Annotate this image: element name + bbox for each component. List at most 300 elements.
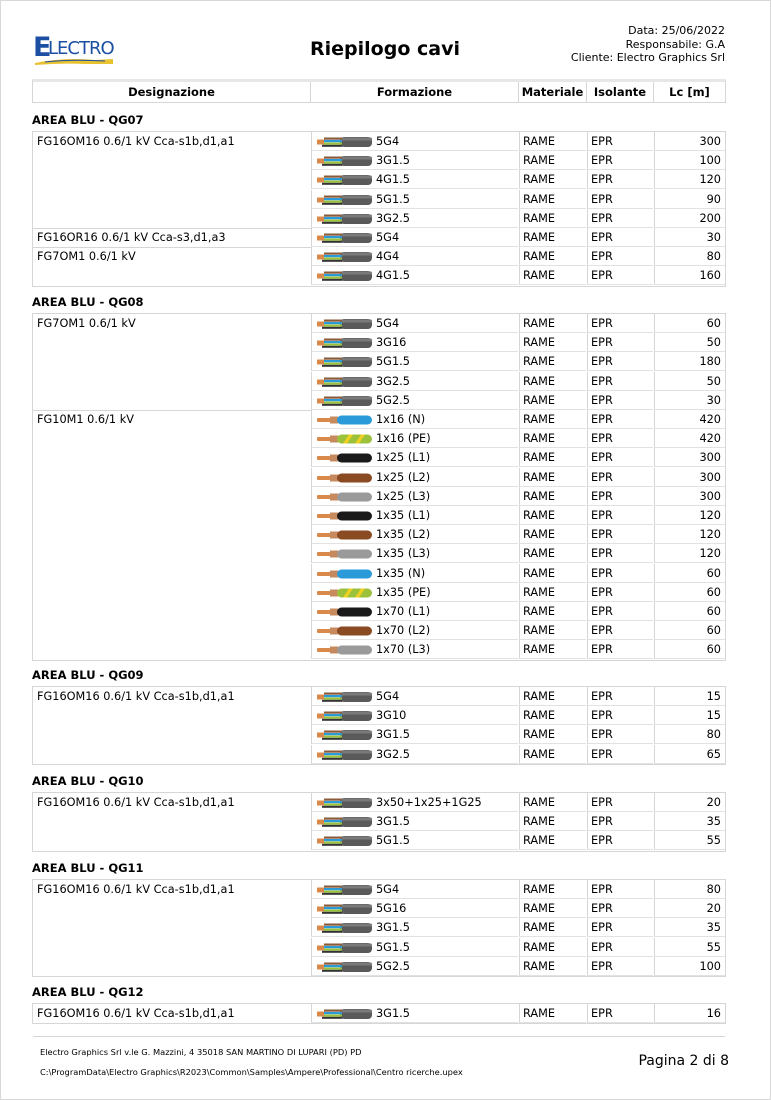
cell-designazione: [37, 899, 307, 918]
cell-isolante: EPR: [587, 602, 653, 621]
multicore-cable-icon: [316, 395, 374, 407]
area-title: AREA BLU - QG08: [32, 295, 144, 309]
cell-designazione: [37, 957, 307, 976]
table-row: [33, 372, 725, 391]
cell-materiale: RAME: [519, 247, 586, 266]
cell-isolante: EPR: [587, 448, 653, 467]
formazione-text: 5G4: [376, 135, 400, 148]
cell-designazione: [37, 448, 307, 467]
cell-materiale: RAME: [519, 410, 586, 429]
table-row: [33, 410, 725, 429]
cell-designazione: FG16OR16 0.6/1 kV Cca-s3,d1,a3: [37, 231, 226, 244]
footer-divider: [33, 1036, 725, 1037]
table-row: [33, 228, 725, 247]
multicore-cable-icon: [316, 376, 374, 388]
formazione-text: 3G1.5: [376, 1007, 410, 1020]
multicore-cable-icon: [316, 903, 374, 915]
multicore-cable-icon: [316, 174, 374, 186]
cell-formazione: [311, 352, 518, 371]
cell-materiale: RAME: [519, 314, 586, 333]
formazione-text: 1x35 (N): [376, 566, 426, 580]
formazione-text: 3G16: [376, 336, 407, 350]
table-row: [33, 1004, 725, 1023]
cell-lunghezza: 300: [654, 487, 725, 506]
cell-materiale: RAME: [519, 525, 586, 544]
cell-formazione: [311, 812, 518, 831]
cell-materiale: RAME: [519, 602, 586, 621]
cell-lunghezza: 60: [654, 640, 725, 659]
cell-isolante: EPR: [587, 544, 653, 563]
multicore-cable-icon: [316, 356, 374, 368]
formazione-text: 5G16: [376, 902, 407, 916]
cell-formazione: [311, 333, 518, 352]
table-row: [33, 831, 725, 850]
cell-lunghezza: 55: [654, 938, 725, 957]
cell-isolante: EPR: [587, 640, 653, 659]
cell-lunghezza: 420: [654, 429, 725, 448]
cell-designazione: [37, 831, 307, 850]
cell-materiale: RAME: [519, 209, 586, 228]
multicore-cable-icon: [316, 884, 374, 896]
cell-isolante: EPR: [587, 938, 653, 957]
formazione-text: 1x16 (PE): [376, 432, 431, 446]
cell-materiale: RAME: [519, 745, 586, 764]
cell-materiale: RAME: [519, 640, 586, 659]
cell-materiale: RAME: [519, 333, 586, 352]
area-title: AREA BLU - QG11: [32, 861, 144, 875]
cell-designazione: [37, 621, 307, 640]
cell-materiale: RAME: [519, 506, 586, 525]
formazione-text: 4G1.5: [376, 269, 410, 283]
cell-materiale: RAME: [519, 621, 586, 640]
cell-formazione: [311, 793, 518, 812]
multicore-cable-icon: [316, 961, 374, 973]
multicore-cable-icon: [316, 270, 374, 282]
cell-formazione: [311, 938, 518, 957]
cell-formazione: [311, 602, 518, 621]
area-table-block: [32, 686, 726, 765]
cell-materiale: RAME: [519, 429, 586, 448]
gray-conductor-icon: [316, 491, 374, 503]
date-text: Data: 25/06/2022: [628, 24, 725, 37]
cell-designazione: [37, 468, 307, 487]
cell-formazione: [311, 640, 518, 659]
table-row: [33, 725, 725, 744]
gray-conductor-icon: [316, 548, 374, 560]
cell-designazione: [37, 938, 307, 957]
cell-formazione: [311, 391, 518, 410]
cell-isolante: EPR: [587, 687, 653, 706]
cell-isolante: EPR: [587, 880, 653, 899]
cell-lunghezza: 60: [654, 602, 725, 621]
cell-lunghezza: 90: [654, 190, 725, 209]
cell-isolante: EPR: [587, 918, 653, 937]
cell-lunghezza: 30: [654, 228, 725, 247]
cell-lunghezza: 300: [654, 448, 725, 467]
cell-formazione: [311, 247, 518, 266]
cell-formazione: [311, 1004, 518, 1023]
col-header-designazione: Designazione: [33, 82, 311, 102]
cell-isolante: EPR: [587, 583, 653, 602]
multicore-cable-icon: [316, 691, 374, 703]
cell-materiale: RAME: [519, 151, 586, 170]
formazione-text: 1x35 (L1): [376, 509, 431, 522]
cell-materiale: RAME: [519, 880, 586, 899]
cell-isolante: EPR: [587, 132, 653, 151]
formazione-text: 1x70 (L1): [376, 605, 431, 618]
cell-designazione: [37, 583, 307, 602]
cell-materiale: RAME: [519, 812, 586, 831]
area-table-block: [32, 131, 726, 287]
formazione-text: 1x25 (L3): [376, 489, 431, 503]
formazione-text: 5G4: [376, 231, 400, 244]
table-row: [33, 602, 725, 621]
cell-formazione: [311, 725, 518, 744]
cell-isolante: EPR: [587, 190, 653, 209]
cell-formazione: [311, 468, 518, 487]
formazione-text: 3G10: [376, 709, 407, 723]
cell-isolante: EPR: [587, 209, 653, 228]
multicore-cable-icon: [316, 749, 374, 761]
formazione-text: 1x35 (PE): [376, 585, 431, 599]
cell-isolante: EPR: [587, 352, 653, 371]
cell-formazione: [311, 190, 518, 209]
cell-lunghezza: 120: [654, 506, 725, 525]
table-row: [33, 429, 725, 448]
formazione-text: 4G1.5: [376, 173, 410, 187]
cell-designazione: FG16OM16 0.6/1 kV Cca-s1b,d1,a1: [37, 135, 235, 148]
cell-isolante: EPR: [587, 706, 653, 725]
cell-designazione: [37, 525, 307, 544]
black-conductor-icon: [316, 452, 374, 464]
table-row: [33, 190, 725, 209]
formazione-text: 5G1.5: [376, 192, 410, 206]
cell-lunghezza: 180: [654, 352, 725, 371]
cell-isolante: EPR: [587, 391, 653, 410]
area-title: AREA BLU - QG12: [32, 985, 144, 999]
cell-materiale: RAME: [519, 583, 586, 602]
cell-formazione: [311, 745, 518, 764]
cell-formazione: [311, 228, 518, 247]
cell-materiale: RAME: [519, 190, 586, 209]
multicore-cable-icon: [316, 835, 374, 847]
cell-isolante: EPR: [587, 333, 653, 352]
cell-isolante: EPR: [587, 228, 653, 247]
table-row: [33, 352, 725, 371]
cell-materiale: RAME: [519, 372, 586, 391]
cell-designazione: [37, 745, 307, 764]
formazione-text: 5G2.5: [376, 959, 410, 973]
cell-materiale: RAME: [519, 957, 586, 976]
cell-formazione: [311, 209, 518, 228]
cell-formazione: [311, 372, 518, 391]
multicore-cable-icon: [316, 729, 374, 741]
cell-formazione: [311, 880, 518, 899]
formazione-text: 1x70 (L3): [376, 643, 431, 657]
yellow-green-conductor-icon: [316, 433, 374, 445]
formazione-text: 1x35 (L2): [376, 528, 431, 542]
cell-lunghezza: 300: [654, 132, 725, 151]
cliente-text: Cliente: Electro Graphics Srl: [570, 51, 725, 64]
table-row: [33, 209, 725, 228]
table-row: [33, 880, 725, 899]
multicore-cable-icon: [316, 797, 374, 809]
cell-designazione: [37, 352, 307, 371]
area-title: AREA BLU - QG09: [32, 668, 144, 682]
table-row: [33, 506, 725, 525]
cell-designazione: [37, 640, 307, 659]
formazione-text: 3G1.5: [376, 921, 410, 935]
formazione-text: 5G2.5: [376, 393, 410, 407]
cell-isolante: EPR: [587, 745, 653, 764]
multicore-cable-icon: [316, 251, 374, 263]
multicore-cable-icon: [316, 1008, 374, 1020]
cell-materiale: RAME: [519, 899, 586, 918]
cell-materiale: RAME: [519, 687, 586, 706]
cell-lunghezza: 30: [654, 391, 725, 410]
table-row: [33, 170, 725, 189]
cell-isolante: EPR: [587, 314, 653, 333]
cell-designazione: [37, 333, 307, 352]
cell-formazione: [311, 583, 518, 602]
cell-designazione: [37, 725, 307, 744]
table-header: [32, 79, 726, 103]
multicore-cable-icon: [316, 318, 374, 330]
cell-isolante: EPR: [587, 1004, 653, 1023]
table-row: [33, 132, 725, 151]
formazione-text: 1x16 (N): [376, 413, 426, 426]
table-row: [33, 391, 725, 410]
cell-formazione: [311, 957, 518, 976]
table-row: [33, 793, 725, 812]
cell-isolante: EPR: [587, 247, 653, 266]
cell-lunghezza: 20: [654, 793, 725, 812]
blue-conductor-icon: [316, 568, 374, 580]
cell-formazione: [311, 266, 518, 285]
area-table-block: [32, 879, 726, 977]
cell-isolante: EPR: [587, 621, 653, 640]
page-number: Pagina 2 di 8: [638, 1053, 729, 1069]
area-title: AREA BLU - QG07: [32, 113, 144, 127]
cell-designazione: [37, 506, 307, 525]
cell-lunghezza: 420: [654, 410, 725, 429]
cell-lunghezza: 60: [654, 314, 725, 333]
cell-designazione: [37, 372, 307, 391]
footer-file-path: C:\ProgramData\Electro Graphics\R2023\Common\Samples\Ampere\Professional\Centro ricerche.upex: [40, 1067, 463, 1077]
formazione-text: 1x25 (L1): [376, 451, 431, 465]
multicore-cable-icon: [316, 922, 374, 934]
cell-designazione: [37, 564, 307, 583]
formazione-text: 3G2.5: [376, 747, 410, 761]
cell-materiale: RAME: [519, 487, 586, 506]
multicore-cable-icon: [316, 816, 374, 828]
table-row: [33, 640, 725, 659]
multicore-cable-icon: [316, 710, 374, 722]
table-row: [33, 448, 725, 467]
formazione-text: 1x70 (L2): [376, 624, 431, 638]
table-row: [33, 957, 725, 976]
cell-lunghezza: 16: [654, 1004, 725, 1023]
cell-designazione: [37, 429, 307, 448]
cell-designazione: [37, 170, 307, 189]
cell-lunghezza: 80: [654, 725, 725, 744]
cell-materiale: RAME: [519, 170, 586, 189]
cell-lunghezza: 60: [654, 621, 725, 640]
responsabile-text: Responsabile: G.A: [625, 37, 725, 51]
cell-isolante: EPR: [587, 899, 653, 918]
cell-lunghezza: 60: [654, 564, 725, 583]
cell-materiale: RAME: [519, 352, 586, 371]
cell-lunghezza: 50: [654, 372, 725, 391]
multicore-cable-icon: [316, 213, 374, 225]
multicore-cable-icon: [316, 942, 374, 954]
cell-materiale: RAME: [519, 725, 586, 744]
cell-formazione: [311, 706, 518, 725]
cell-designazione: [37, 812, 307, 831]
cell-formazione: [311, 621, 518, 640]
cell-isolante: EPR: [587, 793, 653, 812]
cell-isolante: EPR: [587, 410, 653, 429]
col-header-materiale: Materiale: [519, 82, 587, 102]
cell-materiale: RAME: [519, 918, 586, 937]
blue-conductor-icon: [316, 414, 374, 426]
cell-lunghezza: 15: [654, 687, 725, 706]
cell-formazione: [311, 899, 518, 918]
cell-formazione: [311, 448, 518, 467]
cell-isolante: EPR: [587, 468, 653, 487]
table-row: [33, 266, 725, 285]
formazione-text: 3x50+1x25+1G25: [376, 796, 482, 809]
electro-graphics-logo: E LECTRO: [33, 32, 114, 63]
table-row: [33, 525, 725, 544]
cell-materiale: RAME: [519, 706, 586, 725]
black-conductor-icon: [316, 510, 374, 522]
cell-materiale: RAME: [519, 468, 586, 487]
table-row: [33, 918, 725, 937]
cell-isolante: EPR: [587, 812, 653, 831]
table-row: [33, 687, 725, 706]
cell-lunghezza: 80: [654, 247, 725, 266]
cell-lunghezza: 55: [654, 831, 725, 850]
cell-isolante: EPR: [587, 151, 653, 170]
formazione-text: 3G2.5: [376, 374, 410, 388]
cell-isolante: EPR: [587, 506, 653, 525]
brown-conductor-icon: [316, 625, 374, 637]
cell-lunghezza: 100: [654, 957, 725, 976]
formazione-text: 4G4: [376, 250, 400, 264]
cell-lunghezza: 60: [654, 583, 725, 602]
table-row: [33, 151, 725, 170]
brown-conductor-icon: [316, 529, 374, 541]
cell-lunghezza: 20: [654, 899, 725, 918]
cell-formazione: [311, 525, 518, 544]
formazione-text: 5G4: [376, 317, 400, 330]
col-header-formazione: Formazione: [311, 82, 519, 102]
cell-formazione: [311, 687, 518, 706]
cell-lunghezza: 35: [654, 918, 725, 937]
table-row: [33, 583, 725, 602]
cell-lunghezza: 15: [654, 706, 725, 725]
table-row: [33, 564, 725, 583]
cell-designazione: [37, 151, 307, 170]
cell-lunghezza: 50: [654, 333, 725, 352]
cell-designazione: FG16OM16 0.6/1 kV Cca-s1b,d1,a1: [37, 883, 235, 896]
table-row: [33, 544, 725, 563]
cell-lunghezza: 160: [654, 266, 725, 285]
cell-materiale: RAME: [519, 564, 586, 583]
cell-designazione: [37, 209, 307, 228]
cell-lunghezza: 100: [654, 151, 725, 170]
document-meta: [571, 24, 725, 65]
formazione-text: 3G1.5: [376, 154, 410, 168]
multicore-cable-icon: [316, 136, 374, 148]
formazione-text: 1x25 (L2): [376, 470, 431, 484]
cell-isolante: EPR: [587, 170, 653, 189]
table-row: [33, 247, 725, 266]
cell-materiale: RAME: [519, 391, 586, 410]
formazione-text: 3G1.5: [376, 728, 410, 742]
formazione-text: 5G1.5: [376, 940, 410, 954]
table-row: [33, 333, 725, 352]
area-table-block: [32, 792, 726, 852]
cell-formazione: [311, 132, 518, 151]
cell-designazione: [37, 918, 307, 937]
cell-formazione: [311, 918, 518, 937]
formazione-text: 1x35 (L3): [376, 547, 431, 561]
table-row: [33, 621, 725, 640]
col-header-isolante: Isolante: [587, 82, 654, 102]
cell-designazione: FG16OM16 0.6/1 kV Cca-s1b,d1,a1: [37, 1007, 235, 1020]
cell-formazione: [311, 410, 518, 429]
cell-designazione: [37, 706, 307, 725]
col-header-lc: Lc [m]: [669, 85, 710, 99]
cell-materiale: RAME: [519, 266, 586, 285]
cell-designazione: [37, 266, 307, 285]
page-title: Riepilogo cavi: [310, 38, 460, 60]
formazione-text: 5G1.5: [376, 355, 410, 369]
table-row: [33, 938, 725, 957]
cell-designazione: FG7OM1 0.6/1 kV: [37, 250, 136, 264]
cell-materiale: RAME: [519, 228, 586, 247]
table-row: [33, 745, 725, 764]
cell-lunghezza: 300: [654, 468, 725, 487]
table-row: [33, 812, 725, 831]
cell-designazione: FG16OM16 0.6/1 kV Cca-s1b,d1,a1: [37, 690, 235, 703]
cell-materiale: RAME: [519, 1004, 586, 1023]
formazione-text: 5G1.5: [376, 834, 410, 848]
cell-isolante: EPR: [587, 525, 653, 544]
table-row: [33, 899, 725, 918]
multicore-cable-icon: [316, 155, 374, 167]
cell-formazione: [311, 564, 518, 583]
black-conductor-icon: [316, 606, 374, 618]
multicore-cable-icon: [316, 337, 374, 349]
cell-lunghezza: 120: [654, 170, 725, 189]
footer-address: Electro Graphics Srl v.le G. Mazzini, 4 35018 SAN MARTINO DI LUPARI (PD) PD: [40, 1047, 362, 1057]
formazione-text: 3G1.5: [376, 815, 410, 829]
cell-materiale: RAME: [519, 938, 586, 957]
cell-lunghezza: 80: [654, 880, 725, 899]
cell-materiale: RAME: [519, 793, 586, 812]
cell-designazione: [37, 544, 307, 563]
cell-lunghezza: 120: [654, 544, 725, 563]
cell-formazione: [311, 544, 518, 563]
cell-isolante: EPR: [587, 957, 653, 976]
formazione-text: 5G4: [376, 690, 400, 703]
cell-isolante: EPR: [587, 372, 653, 391]
formazione-text: 5G4: [376, 883, 400, 896]
cell-formazione: [311, 506, 518, 525]
